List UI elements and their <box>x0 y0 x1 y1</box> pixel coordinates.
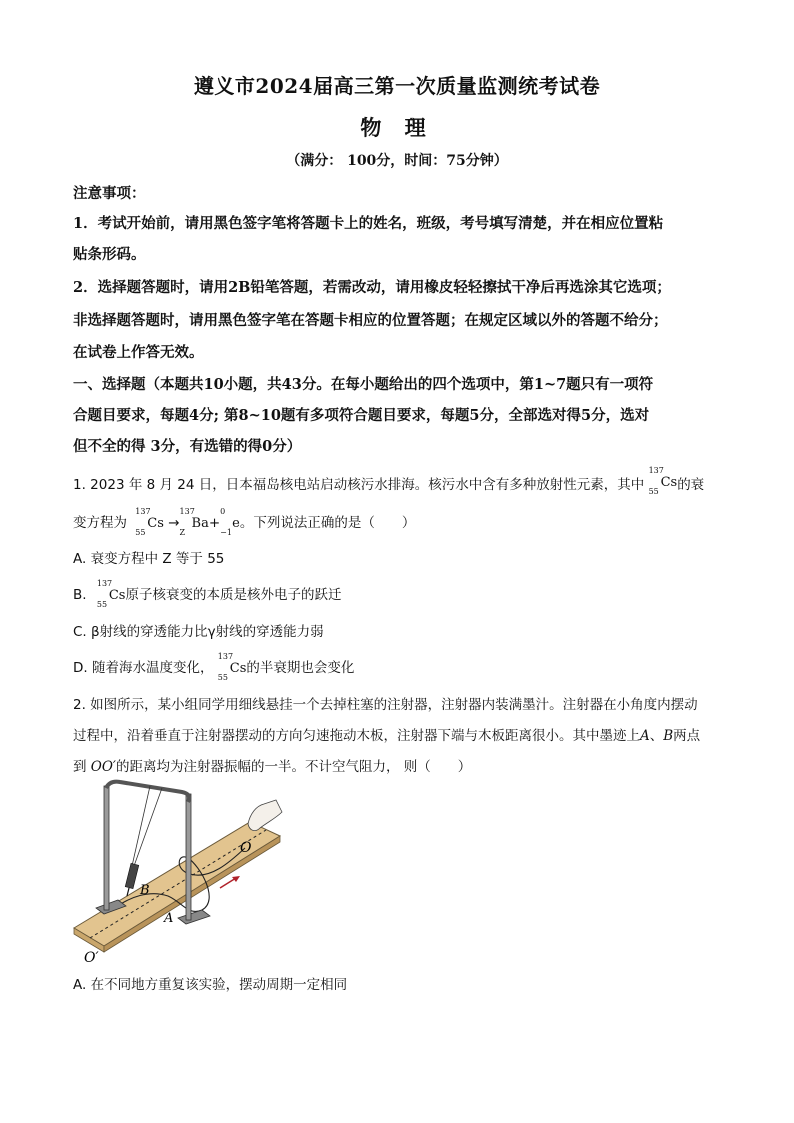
q1-stem-line2: 变方程为 137 55 Cs → 137 Z Ba+ 0 −1 e。下列说法正确的是（ ） <box>73 507 416 537</box>
note-line: 贴条形码。 <box>73 246 146 263</box>
q2-stem-line2: 过程中，沿着垂直于注射器摆动的方向匀速拖动木板，注射器下端与木板距离很小。其中墨迹上A、B两点 <box>73 728 701 744</box>
q2-stem-line3: 到 OO′的距离均为注射器振幅的一半。不计空气阻力， 则（ ） <box>73 759 472 775</box>
label-o: O <box>240 840 252 856</box>
pendulum-board-figure <box>70 778 290 968</box>
q1-option-b: B. 137 55 Cs原子核衰变的本质是核外电子的跃迁 <box>73 579 342 609</box>
syringe <box>125 863 139 888</box>
q1-option-a: A. 衰变方程中 Z 等于 55 <box>73 551 225 567</box>
label-b: B <box>140 883 150 898</box>
q1-stem-line1: 1. 2023 年 8 月 24 日，日本福岛核电站启动核污水排海。核污水中含有多种放射性元素，其中 137 55 Cs的衰 <box>73 466 705 496</box>
stand-post-left <box>104 786 109 910</box>
q1-option-d: D. 随着海水温度变化， 137 55 Cs的半衰期也会变化 <box>73 652 355 682</box>
note-line: 在试卷上作答无效。 <box>73 344 204 361</box>
note-line: 2．选择题答题时，请用2B铅笔答题，若需改动，请用橡皮轻轻擦拭干净后再选涂其它选项； <box>73 279 671 296</box>
exam-title: 遵义市2024届高三第一次质量监测统考试卷 <box>193 74 601 98</box>
q2-option-a: A. 在不同地方重复该实验，摆动周期一定相同 <box>73 977 348 993</box>
q1-option-c: C. β射线的穿透能力比γ射线的穿透能力弱 <box>73 624 324 640</box>
cs137-nuclide: 137 55 Cs <box>648 466 678 496</box>
note-line: 1．考试开始前，请用黑色签字笔将答题卡上的姓名，班级，考号填写清楚，并在相应位置粘 <box>73 215 664 232</box>
section-line: 合题目要求，每题4分; 第8~10题有多项符合题目要求，每题5分，全部选对得5分，选对 <box>73 407 650 424</box>
label-o-prime: O′ <box>84 950 99 966</box>
subject-title: 物 理 <box>360 115 434 140</box>
exam-meta: （满分： 100分，时间：75分钟） <box>286 153 508 169</box>
decay-equation: 137 55 Cs <box>135 507 164 537</box>
hand-icon <box>248 800 282 831</box>
stand-top-bar <box>106 782 189 802</box>
notes-heading: 注意事项： <box>73 185 146 202</box>
q2-stem-line1: 2. 如图所示，某小组同学用细线悬挂一个去掉柱塞的注射器，注射器内装满墨汁。注射器在小角度内摆动 <box>73 697 698 713</box>
note-line: 非选择题答题时，请用黑色签字笔在答题卡相应的位置答题；在规定区域以外的答题不给分； <box>73 312 668 329</box>
label-a: A <box>164 911 174 926</box>
section-line: 但不全的得 3分，有选错的得0分） <box>73 438 302 455</box>
stand-post-right <box>186 794 191 920</box>
section-line: 一、选择题（本题共10小题，共43分。在每小题给出的四个选项中，第1~7题只有一项符 <box>73 376 654 393</box>
